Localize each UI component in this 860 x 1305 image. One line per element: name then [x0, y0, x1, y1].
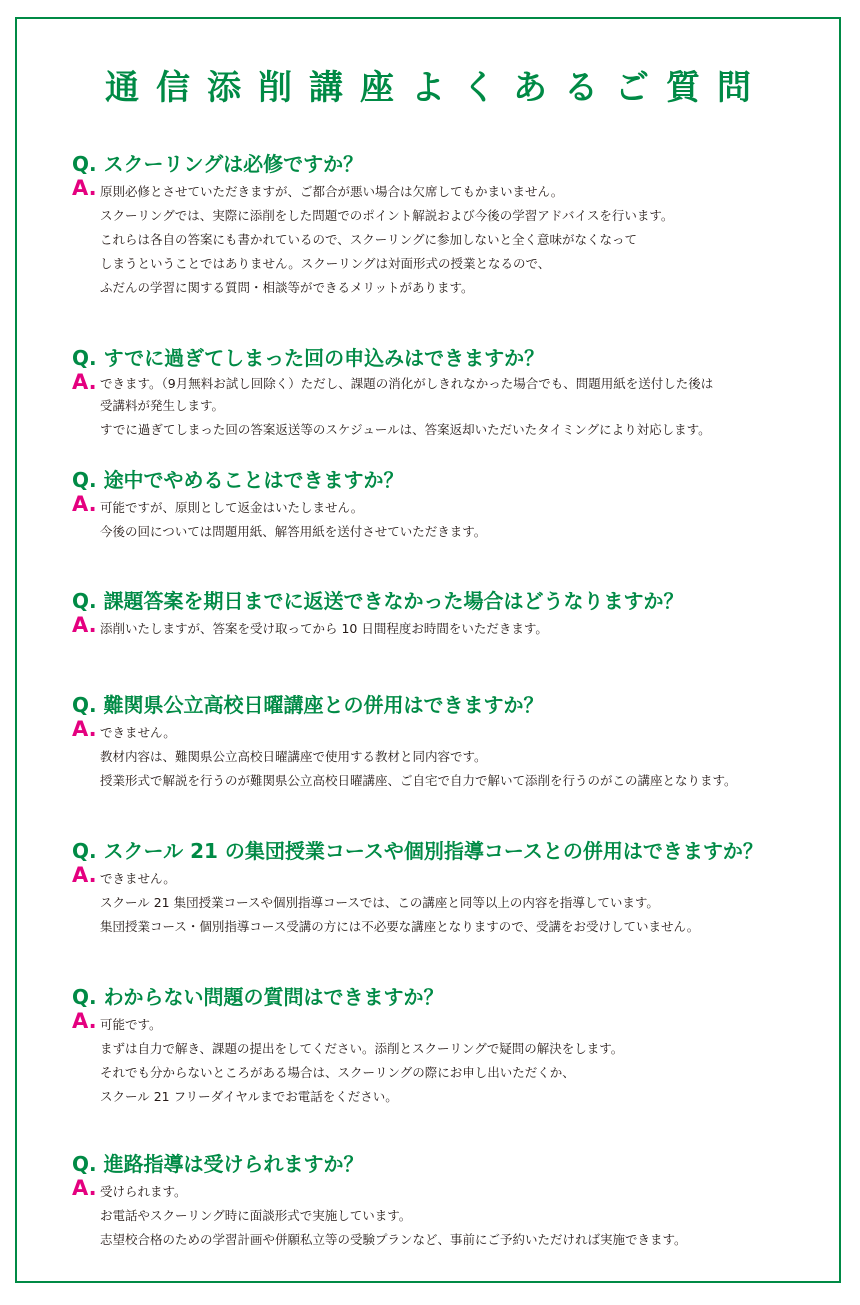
faq-item [72, 150, 832, 300]
answer-marker: A. [72, 1009, 97, 1033]
faq-item [72, 466, 832, 544]
answer-line: しまうということではありません。スクーリングは対面形式の授業となるので、 [100, 256, 551, 271]
page-title: 通信添削講座よくあるご質問 [105, 68, 768, 108]
question: Q. スクール 21 の集団授業コースや個別指導コースとの併用はできますか？ [72, 839, 763, 863]
answer-line: 受けられます。 [100, 1184, 187, 1199]
answer [72, 370, 832, 442]
faq-item [72, 837, 832, 939]
answer-marker: A. [72, 176, 97, 200]
answer-line: できません。 [100, 871, 176, 886]
question: Q. 課題答案を期日までに返送できなかった場合はどうなりますか？ [72, 589, 684, 613]
answer [72, 863, 832, 939]
question: Q. 進路指導は受けられますか？ [72, 1152, 364, 1176]
answer-marker: A. [72, 1176, 97, 1200]
answer-line: お電話やスクーリング時に面談形式で実施しています。 [100, 1208, 412, 1223]
answer [72, 492, 832, 544]
answer-line: これらは各自の答案にも書かれているので、スクーリングに参加しないと全く意味がなくなって [100, 232, 638, 247]
answer-marker: A. [72, 370, 97, 394]
answer-line: 授業形式で解説を行うのが難関県公立高校日曜講座、ご自宅で自力で解いて添削を行うのがこの講座となります。 [100, 773, 737, 788]
question: Q. すでに過ぎてしまった回の申込みはできますか？ [72, 346, 545, 370]
answer-line: 可能です。 [100, 1017, 162, 1032]
answer-line: 原則必修とさせていただきますが、ご都合が悪い場合は欠席してもかまいません。 [100, 184, 564, 199]
answer [72, 1009, 832, 1109]
answer-line: できます。（9月無料お試し回除く）ただし、課題の消化がしきれなかった場合でも、問題用紙を送付した後は [100, 376, 714, 391]
answer [72, 176, 832, 300]
question: Q. スクーリングは必修ですか？ [72, 152, 364, 176]
answer-line: まずは自力で解き、課題の提出をしてください。添削とスクーリングで疑問の解決をします。 [100, 1041, 624, 1056]
answer-line: 志望校合格のための学習計画や併願私立等の受験プランなど、事前にご予約いただければ実施できます。 [100, 1232, 687, 1247]
answer-marker: A. [72, 717, 97, 741]
answer-line: 今後の回については問題用紙、解答用紙を送付させていただきます。 [100, 524, 487, 539]
answer [72, 613, 832, 641]
faq-item [72, 983, 832, 1109]
answer-marker: A. [72, 863, 97, 887]
faq-item [72, 1150, 832, 1252]
answer-line: すでに過ぎてしまった回の答案返送等のスケジュールは、答案返却いただいたタイミングにより対応します。 [100, 422, 711, 437]
answer-line: 教材内容は、難関県公立高校日曜講座で使用する教材と同内容です。 [100, 749, 487, 764]
answer-line: 受講料が発生します。 [100, 398, 225, 413]
faq-item [72, 587, 832, 641]
answer-line: スクール 21 集団授業コースや個別指導コースでは、この講座と同等以上の内容を指導しています。 [100, 895, 659, 910]
answer-marker: A. [72, 613, 97, 637]
answer-line: スクーリングでは、実際に添削をした問題でのポイント解説および今後の学習アドバイスを行います。 [100, 208, 674, 223]
answer-line: それでも分からないところがある場合は、スクーリングの際にお申し出いただくか、 [100, 1065, 575, 1080]
answer-marker: A. [72, 492, 97, 516]
answer-line: 集団授業コース・個別指導コース受講の方には不必要な講座となりますので、受講をお受けしていません。 [100, 919, 700, 934]
question: Q. 途中でやめることはできますか？ [72, 468, 404, 492]
answer-line: ふだんの学習に関する質問・相談等ができるメリットがあります。 [100, 280, 474, 295]
answer [72, 717, 832, 793]
answer-line: できません。 [100, 725, 176, 740]
question: Q. 難関県公立高校日曜講座との併用はできますか？ [72, 693, 544, 717]
faq-item [72, 691, 832, 793]
answer-line: スクール 21 フリーダイヤルまでお電話をください。 [100, 1089, 398, 1104]
question: Q. わからない問題の質問はできますか？ [72, 985, 444, 1009]
answer-line: 可能ですが、原則として返金はいたしません。 [100, 500, 364, 515]
answer-line: 添削いたしますが、答案を受け取ってから 10 日間程度お時間をいただきます。 [100, 621, 548, 636]
answer [72, 1176, 832, 1252]
faq-item [72, 344, 832, 442]
